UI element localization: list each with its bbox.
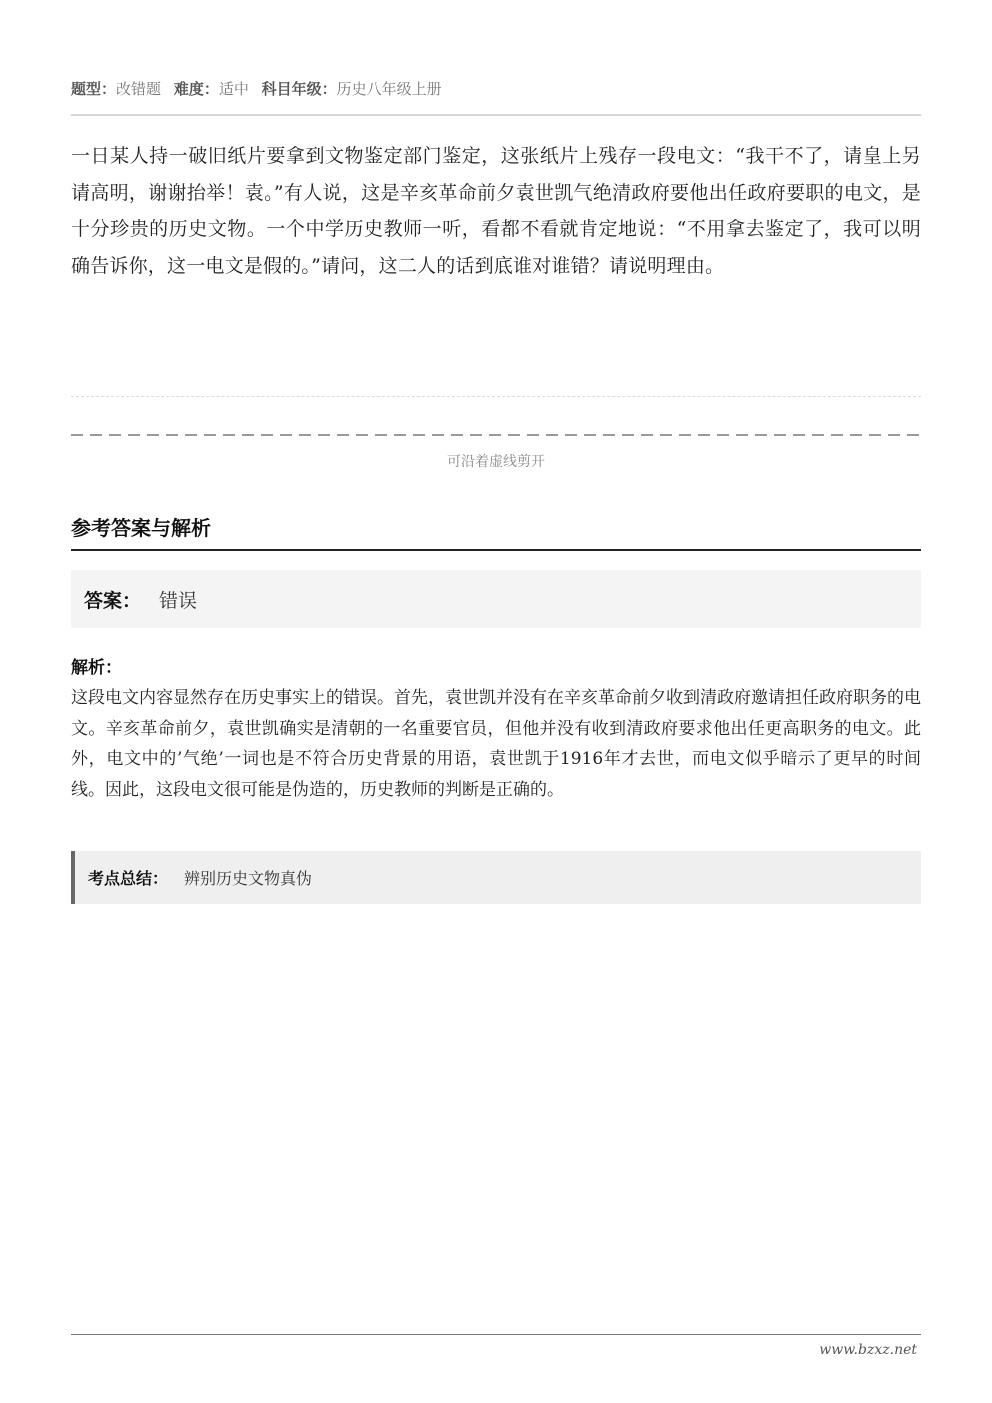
question-meta xyxy=(71,78,450,100)
subject-label: 科目年级： xyxy=(261,80,337,98)
question-text: 一日某人持一破旧纸片要拿到文物鉴定部门鉴定，这张纸片上残存一段电文：“我干不了，请皇上另请高明，谢谢抬举！袁。”有人说，这是辛亥革命前夕袁世凯气绝清政府要他出任政府要职的电文，是十分珍贵的历史文物。一个中学历史教师一听，看都不看就肯定地说：“不用拿去鉴定了，我可以明确告诉你，这一电文是假的。”请问，这二人的话到底谁对谁错？请说明理由。 xyxy=(71,145,921,277)
answer-section-title: 参考答案与解析 xyxy=(71,516,211,540)
footer-site-url: www.bzxz.net xyxy=(819,1342,917,1358)
subject-value: 历史八年级上册 xyxy=(336,80,442,98)
answer-section-divider xyxy=(71,549,921,551)
summary-value: 辨别历史文物真伪 xyxy=(184,869,313,888)
type-value: 改错题 xyxy=(116,80,162,98)
answer-label: 答案： xyxy=(84,589,142,612)
answer-box xyxy=(71,570,921,628)
analysis-label: 解析： xyxy=(71,658,122,678)
summary-label: 考点总结： xyxy=(88,869,169,888)
summary-box xyxy=(71,851,921,904)
difficulty-value: 适中 xyxy=(218,80,249,98)
cut-line xyxy=(71,434,921,436)
type-label: 题型： xyxy=(71,80,117,98)
analysis-text: 这段电文内容显然存在历史事实上的错误。首先，袁世凯并没有在辛亥革命前夕收到清政府邀请担任政府职务的电文。辛亥革命前夕，袁世凯确实是清朝的一名重要官员，但他并没有收到清政府要求他出任更高职务的电文。此外，电文中的’气绝’一词也是不符合历史背景的用语，袁世凯于1916年才去世，而电文似乎暗示了更早的时间线。因此，这段电文很可能是伪造的，历史教师的判断是正确的。 xyxy=(71,688,921,800)
answer-value: 错误 xyxy=(159,589,198,612)
difficulty-label: 难度： xyxy=(173,80,219,98)
footer-divider xyxy=(71,1334,921,1335)
meta-divider xyxy=(71,114,921,116)
dashed-divider-light xyxy=(71,396,921,397)
cut-hint: 可沿着虚线剪开 xyxy=(447,454,545,470)
